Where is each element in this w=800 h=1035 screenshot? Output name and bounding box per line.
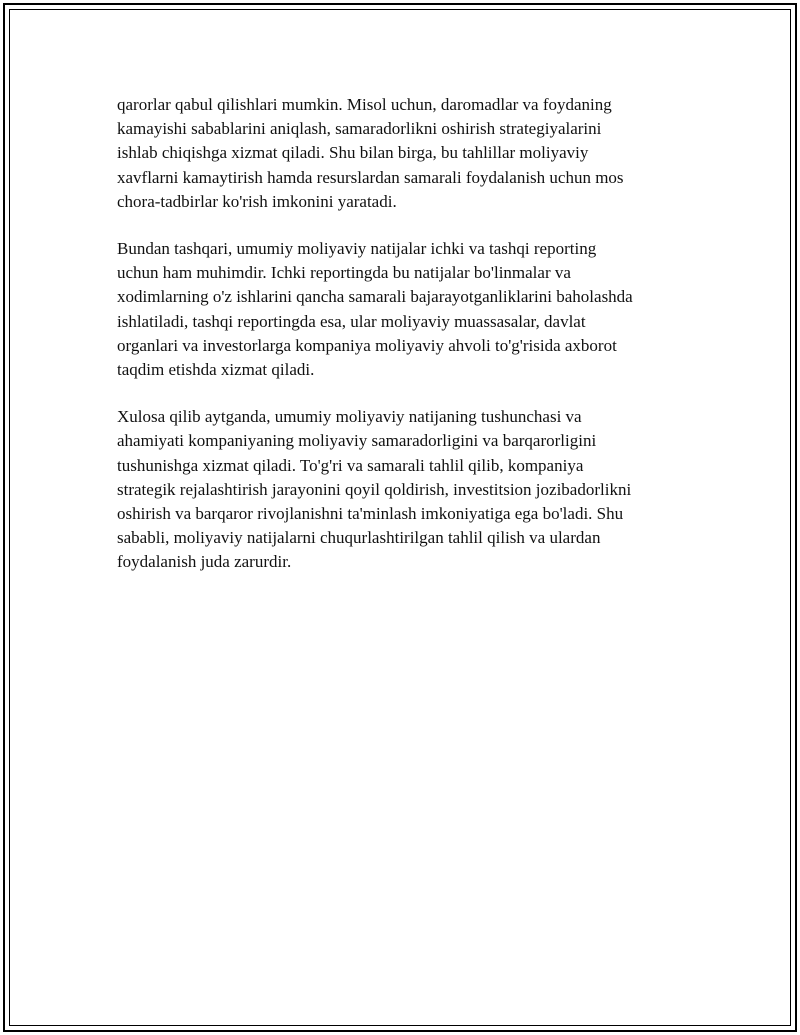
paragraph-line: ahamiyati kompaniyaning moliyaviy samaradorligini va barqarorligini: [117, 431, 597, 451]
paragraph-line: oshirish va barqaror rivojlanishni ta'minlash imkoniyatiga ega bo'ladi. Shu: [117, 504, 624, 524]
paragraph-line: organlari va investorlarga kompaniya moliyaviy ahvoli to'g'risida axborot: [117, 335, 617, 355]
paragraph-line: chora-tadbirlar ko'rish imkonini yaratadi.: [117, 191, 397, 211]
paragraph-line: xodimlarning o'z ishlarini qancha samarali bajarayotganliklarini baholashda: [117, 287, 633, 307]
paragraph-1: [117, 93, 687, 214]
paragraph-line: taqdim etishda xizmat qiladi.: [117, 360, 315, 380]
paragraph-line: sababli, moliyaviy natijalarni chuqurlashtirilgan tahlil qilish va ulardan: [117, 528, 601, 548]
paragraph-line: uchun ham muhimdir. Ichki reportingda bu natijalar bo'linmalar va: [117, 263, 571, 283]
paragraph-line: Xulosa qilib aytganda, umumiy moliyaviy natijaning tushunchasi va: [117, 407, 582, 427]
paragraph-line: Bundan tashqari, umumiy moliyaviy natijalar ichki va tashqi reporting: [117, 239, 597, 259]
paragraph-line: kamayishi sabablarini aniqlash, samaradorlikni oshirish strategiyalarini: [117, 119, 602, 139]
paragraph-line: xavflarni kamaytirish hamda resurslardan samarali foydalanish uchun mos: [117, 167, 624, 187]
paragraph-line: ishlab chiqishga xizmat qiladi. Shu bilan birga, bu tahlillar moliyaviy: [117, 143, 589, 163]
document-body: [117, 93, 687, 598]
paragraph-3: [117, 405, 687, 574]
paragraph-line: foydalanish juda zarurdir.: [117, 552, 292, 572]
paragraph-line: ishlatiladi, tashqi reportingda esa, ular moliyaviy muassasalar, davlat: [117, 311, 586, 331]
paragraph-line: tushunishga xizmat qiladi. To'g'ri va samarali tahlil qilib, kompaniya: [117, 455, 584, 475]
paragraph-2: [117, 237, 687, 382]
paragraph-line: strategik rejalashtirish jarayonini qoyil qoldirish, investitsion jozibadorlikni: [117, 479, 632, 499]
paragraph-line: qarorlar qabul qilishlari mumkin. Misol uchun, daromadlar va foydaning: [117, 95, 612, 114]
